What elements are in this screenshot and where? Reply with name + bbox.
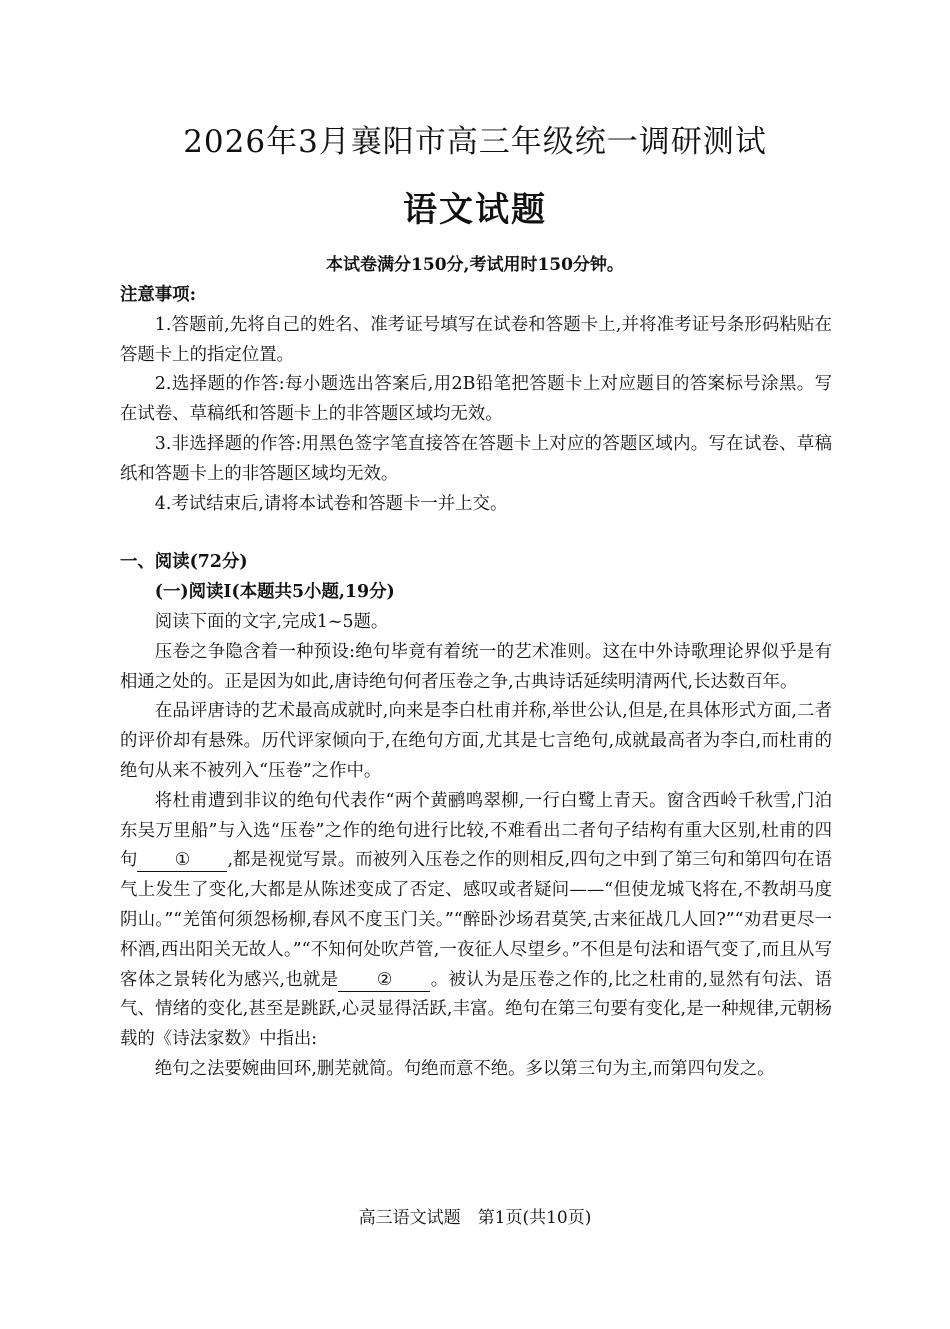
answer-blank-2: ② — [338, 969, 430, 992]
notice-item-3: 3.非选择题的作答:用黑色签字笔直接答在答题卡上对应的答题区域内。写在试卷、草稿纸和答题卡上的非答题区域均无效。 — [120, 433, 832, 484]
reading-instruction: 阅读下面的文字,完成1~5题。 — [154, 611, 389, 632]
score-info: 本试卷满分150分,考试用时150分钟。 — [326, 255, 624, 275]
paragraph-3-text-c: 。被认为是压卷之作的,比之杜甫的,显然有句法、语气、情绪的变化,甚至是跳跃,心灵显得活跃,丰富。绝句在第三句要有变化,是一种规律,元朝杨载的《诗法家数》中指出: — [120, 969, 833, 1050]
notice-item-1: 1.答题前,先将自己的姓名、准考证号填写在试卷和答题卡上,并将准考证号条形码粘贴在答题卡上的指定位置。 — [120, 314, 832, 365]
exam-body — [120, 281, 832, 1085]
subject-title: 语文试题 — [403, 190, 547, 230]
quoted-passage: 绝句之法要婉曲回环,删芜就简。句绝而意不绝。多以第三句为主,而第四句发之。 — [154, 1058, 775, 1079]
section-heading: 一、阅读(72分) — [120, 552, 248, 573]
passage-paragraph-3 — [120, 787, 832, 1055]
page-footer: 高三语文试题 第1页(共10页) — [358, 1208, 592, 1228]
notice-heading: 注意事项: — [120, 285, 196, 305]
subsection-heading: (一)阅读Ⅰ(本题共5小题,19分) — [154, 582, 395, 603]
passage-paragraph-2: 在品评唐诗的艺术最高成就时,向来是李白杜甫并称,举世公认,但是,在具体形式方面,二者的评价却有悬殊。历代评家倾向于,在绝句方面,尤其是七言绝句,成就最高者为李白,而杜甫的绝句从来不被列入“压卷”之作中。 — [120, 701, 832, 781]
answer-blank-1: ① — [137, 849, 227, 872]
notice-item-4: 4.考试结束后,请将本试卷和答题卡一并上交。 — [154, 493, 508, 514]
notice-item-2: 2.选择题的作答:每小题选出答案后,用2B铅笔把答题卡上对应题目的答案标号涂黑。写在试卷、草稿纸和答题卡上的非答题区域均无效。 — [120, 374, 832, 425]
paragraph-3-text-b: ,都是视觉写景。而被列入压卷之作的则相反,四句之中到了第三句和第四句在语气上发生了变化,大都是从陈述变成了否定、感叹或者疑问——“但使龙城飞将在,不教胡马度阴山。”“羌笛何须怨杨柳,春风不度玉门关。”“醉卧沙场君莫笑,古来征战几人回?”“劝君更尽一杯酒,西出阳关无故人。”“不知何处吹芦管,一夜征人尽望乡。”不但是句法和语气变了,而且从写客体之景转化为感兴,也就是 — [120, 850, 832, 990]
passage-paragraph-1: 压卷之争隐含着一种预设:绝句毕竟有着统一的艺术准则。这在中外诗歌理论界似乎是有相通之处的。正是因为如此,唐诗绝句何者压卷之争,古典诗话延续明清两代,长达数百年。 — [120, 641, 832, 692]
spacer — [120, 519, 832, 548]
exam-title: 2026年3月襄阳市高三年级统一调研测试 — [183, 124, 767, 160]
paragraph-3-text-a: 将杜甫遭到非议的绝句代表作“两个黄鹂鸣翠柳,一行白鹭上青天。窗含西岭千秋雪,门泊东吴万里船”与入选“压卷”之作的绝句进行比较,不难看出二者句子结构有重大区别,杜甫的四句 — [120, 790, 832, 871]
